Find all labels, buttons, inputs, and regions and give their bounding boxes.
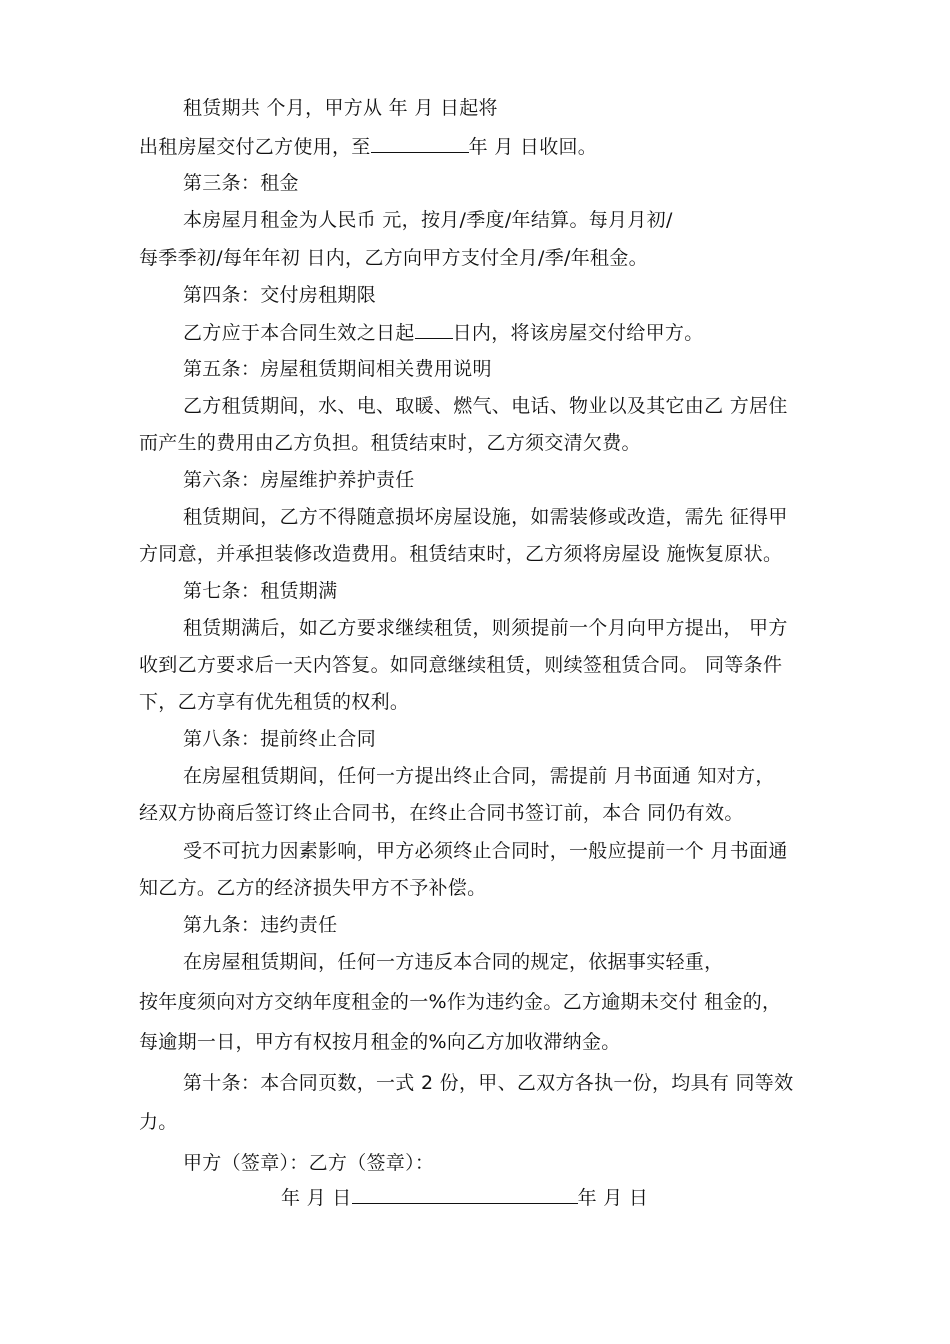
text: 日内，将该房屋交付给甲方。	[452, 322, 704, 344]
clause-text-line	[0, 990, 950, 1014]
clause-text-line	[0, 542, 950, 566]
text: 每季季初/每年年初 日内，乙方向甲方支付全月/季/年租金。	[139, 247, 648, 269]
clause-text-line	[0, 764, 950, 788]
clause-text-line	[0, 1110, 950, 1134]
signature-blank-underline	[352, 1185, 578, 1204]
text: 知乙方。乙方的经济损失甲方不予补偿。	[139, 877, 487, 899]
text: 力。	[139, 1111, 178, 1133]
text: 租赁期共 个月，甲方从 年 月 日起将	[183, 97, 498, 119]
text: 每逾期一日，甲方有权按月租金的%向乙方加收滞纳金。	[139, 1031, 621, 1053]
text: 下，乙方享有优先租赁的权利。	[139, 691, 410, 713]
text: 受不可抗力因素影响，甲方必须终止合同时，一般应提前一个 月书面通	[183, 840, 788, 862]
clause-text-line	[0, 96, 950, 120]
blank-underline	[415, 320, 453, 339]
text: 租赁期满后，如乙方要求继续租赁，则须提前一个月向甲方提出， 甲方	[183, 617, 788, 639]
clause-text-line	[0, 690, 950, 714]
clause-text-line	[0, 801, 950, 825]
text: 第三条：租金	[183, 172, 299, 194]
signature-dates	[0, 1185, 950, 1210]
clause-text-line	[0, 320, 950, 345]
clause-heading	[0, 468, 950, 492]
text: 在房屋租赁期间，任何一方提出终止合同，需提前 月书面通 知对方，	[183, 765, 775, 787]
clause-heading	[0, 579, 950, 603]
text: 第七条：租赁期满	[183, 580, 338, 602]
text: 乙方应于本合同生效之日起	[183, 322, 415, 344]
text: 乙方租赁期间，水、电、取暖、燃气、电话、物业以及其它由乙 方居住	[183, 395, 788, 417]
clause-heading	[0, 357, 950, 381]
clause-text-line	[0, 505, 950, 529]
clause-text-line	[0, 431, 950, 455]
text: 年 月 日	[281, 1187, 352, 1209]
text: 按年度须向对方交纳年度租金的一%作为违约金。乙方逾期未交付 租金的，	[139, 991, 782, 1013]
text: 年 月 日	[577, 1187, 649, 1209]
text: 租赁期间，乙方不得随意损坏房屋设施，如需装修或改造，需先 征得甲	[183, 506, 788, 528]
clause-text-line	[0, 839, 950, 863]
text: 第四条：交付房租期限	[183, 284, 377, 306]
text: 经双方协商后签订终止合同书，在终止合同书签订前，本合 同仍有效。	[139, 802, 744, 824]
text: 第十条：本合同页数，一式 2 份，甲、乙双方各执一份，均具有 同等效	[183, 1072, 794, 1094]
clause-text-line	[0, 208, 950, 232]
text: 第九条：违约责任	[183, 914, 338, 936]
clause-text-line	[0, 653, 950, 677]
blank-underline	[371, 134, 469, 153]
text: 方同意，并承担装修改造费用。租赁结束时，乙方须将房屋设 施恢复原状。	[139, 543, 783, 565]
clause-text-line	[0, 616, 950, 640]
text: 甲方（签章）：乙方（签章）：	[183, 1152, 435, 1174]
signature-parties	[0, 1151, 950, 1175]
text: 第五条：房屋租赁期间相关费用说明	[183, 358, 492, 380]
clause-text-line	[0, 246, 950, 270]
text: 第八条：提前终止合同	[183, 728, 377, 750]
clause-heading	[0, 913, 950, 937]
clause-text-line	[0, 1030, 950, 1054]
text: 在房屋租赁期间，任何一方违反本合同的规定，依据事实轻重，	[183, 951, 724, 973]
clause-heading	[0, 171, 950, 195]
text: 而产生的费用由乙方负担。租赁结束时，乙方须交清欠费。	[139, 432, 641, 454]
text: 第六条：房屋维护养护责任	[183, 469, 415, 491]
clause-text-line	[0, 1071, 950, 1095]
text: 本房屋月租金为人民币 元，按月/季度/年结算。每月月初/	[183, 209, 673, 231]
text: 出租房屋交付乙方使用，至	[139, 136, 371, 158]
clause-text-line	[0, 394, 950, 418]
text: 收到乙方要求后一天内答复。如同意继续租赁，则续签租赁合同。 同等条件	[139, 654, 783, 676]
clause-heading	[0, 283, 950, 307]
text: 年 月 日收回。	[468, 136, 598, 158]
clause-text-line	[0, 876, 950, 900]
clause-text-line	[0, 134, 950, 159]
clause-text-line	[0, 950, 950, 974]
clause-heading	[0, 727, 950, 751]
